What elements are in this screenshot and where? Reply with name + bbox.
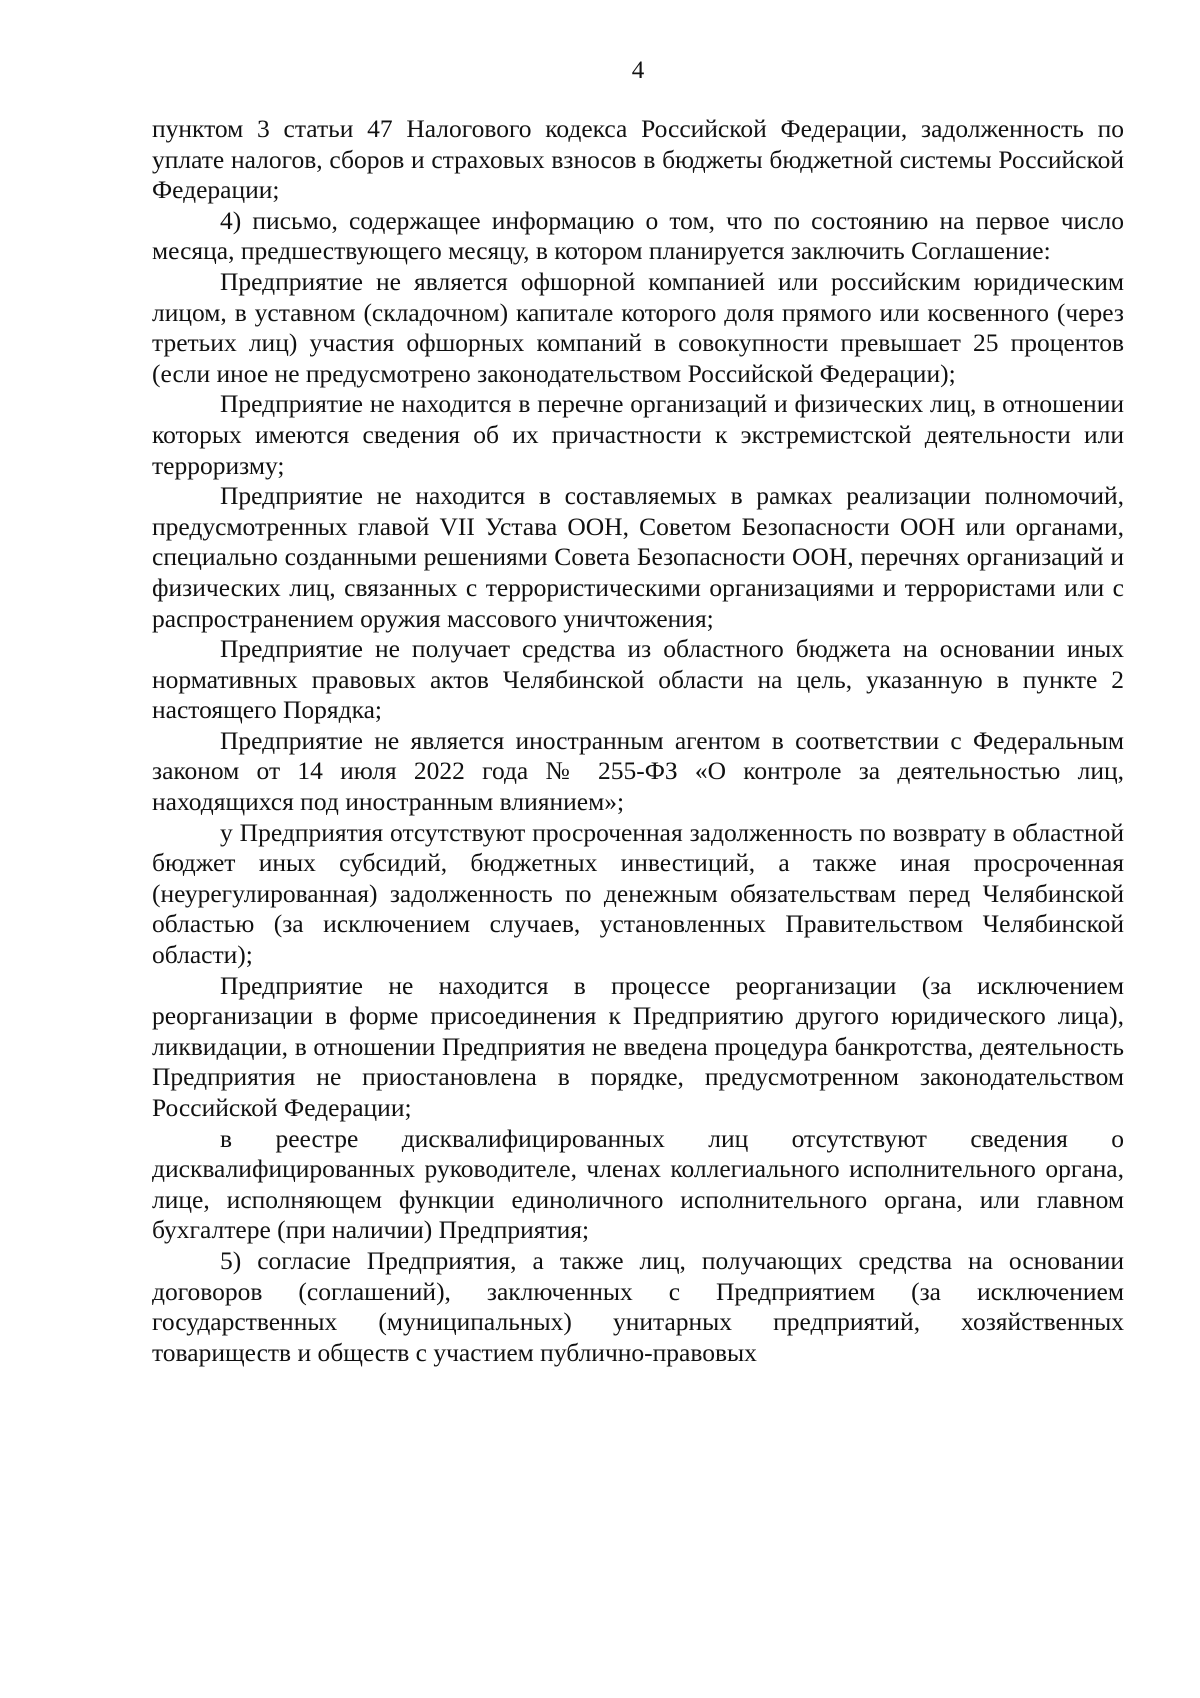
paragraph-un-security-council: Предприятие не находится в составляемых в рамках реализации полномочий, предусмотренных главой VII Устава ООН, Советом Безопасности ООН или органами, специально созданными решениями Совета Безопасности ООН, перечнях организаций и физических лиц, связанных с террористическими организациями и террористами или с распространением оружия массового уничтожения; bbox=[152, 481, 1124, 633]
paragraph-item-4-letter: 4) письмо, содержащее информацию о том, что по состоянию на первое число месяца, предшествующего месяцу, в котором планируется заключить Соглашение: bbox=[152, 205, 1124, 266]
paragraph-disqualified-persons: в реестре дисквалифицированных лиц отсутствуют сведения о дисквалифицированных руководителе, членах коллегиального исполнительного органа, лице, исполняющем функции единоличного исполнительного органа, или главном бухгалтере (при наличии) Предприятия; bbox=[152, 1123, 1124, 1245]
paragraph-reorganization: Предприятие не находится в процессе реорганизации (за исключением реорганизации в форме присоединения к Предприятию другого юридического лица), ликвидации, в отношении Предприятия не введена процедура банкротства, деятельность Предприятия не приостановлена в порядке, предусмотренном законодательством Российской Федерации; bbox=[152, 970, 1124, 1122]
paragraph-extremism-list: Предприятие не находится в перечне организаций и физических лиц, в отношении которых имеются сведения об их причастности к экстремистской деятельности или терроризму; bbox=[152, 389, 1124, 480]
paragraph-regional-budget-funds: Предприятие не получает средства из областного бюджета на основании иных нормативных правовых актов Челябинской области на цель, указанную в пункте 2 настоящего Порядка; bbox=[152, 634, 1124, 725]
paragraph-tax-debt-continuation: пунктом 3 статьи 47 Налогового кодекса Российской Федерации, задолженность по уплате налогов, сборов и страховых взносов в бюджеты бюджетной системы Российской Федерации; bbox=[152, 114, 1124, 205]
paragraph-offshore: Предприятие не является офшорной компанией или российским юридическим лицом, в уставном (складочном) капитале которого доля прямого или косвенного (через третьих лиц) участия офшорных компаний в совокупности превышает 25 процентов (если иное не предусмотрено законодательством Российской Федерации); bbox=[152, 266, 1124, 388]
paragraph-overdue-debt: у Предприятия отсутствуют просроченная задолженность по возврату в областной бюджет иных субсидий, бюджетных инвестиций, а также иная просроченная (неурегулированная) задолженность по денежным обязательствам перед Челябинской областью (за исключением случаев, установленных Правительством Челябинской области); bbox=[152, 817, 1124, 970]
page-number: 4 bbox=[631, 57, 645, 84]
document-page bbox=[152, 56, 1124, 1368]
paragraph-foreign-agent: Предприятие не является иностранным агентом в соответствии с Федеральным законом от 14 июля 2022 года № 255-ФЗ «О контроле за деятельностью лиц, находящихся под иностранным влиянием»; bbox=[152, 725, 1124, 817]
paragraph-item-5-consent: 5) согласие Предприятия, а также лиц, получающих средства на основании договоров (соглашений), заключенных с Предприятием (за исключением государственных (муниципальных) унитарных предприятий, хозяйственных товариществ и обществ с участием публично-правовых bbox=[152, 1245, 1124, 1367]
